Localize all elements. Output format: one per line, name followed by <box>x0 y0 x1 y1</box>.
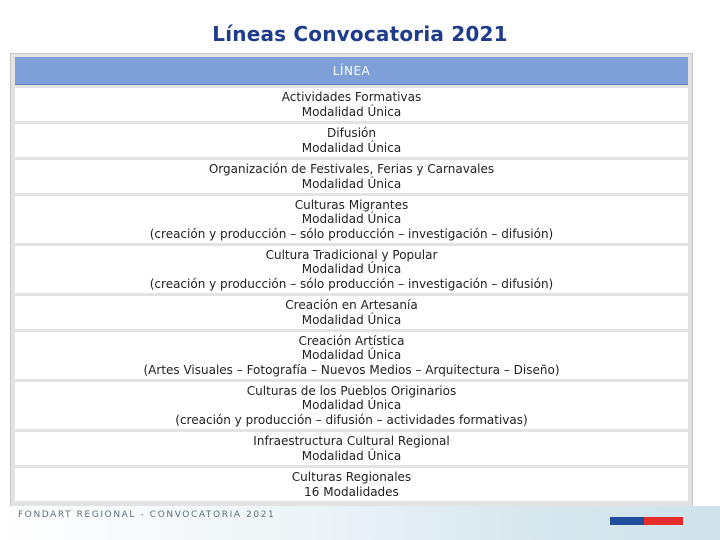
row-line-detail: (creación y producción – sólo producción – investigación – difusión) <box>149 276 554 291</box>
row-line-modality: Modalidad Única <box>301 176 402 191</box>
row-line-modality: Modalidad Única <box>301 398 402 413</box>
row-line-modality: 16 Modalidades <box>304 484 399 499</box>
row-line-modality: Modalidad Única <box>301 140 402 155</box>
table-row <box>15 432 688 465</box>
row-line-name: Culturas Regionales <box>291 470 412 484</box>
row-line-modality: Modalidad Única <box>301 448 402 463</box>
table-row <box>15 124 688 157</box>
row-line-detail: (creación y producción – difusión – actividades formativas) <box>175 412 528 427</box>
row-line-modality: Modalidad Única <box>301 348 402 363</box>
row-line-name: Culturas Migrantes <box>294 197 409 212</box>
table-row <box>15 160 688 193</box>
table-row <box>15 332 688 379</box>
row-line-modality: Modalidad Única <box>301 104 402 119</box>
table-row <box>15 246 688 293</box>
flag-red-stripe <box>644 517 683 525</box>
row-line-name: Creación en Artesanía <box>285 298 418 312</box>
table-row <box>15 382 688 429</box>
lines-table <box>10 53 693 507</box>
row-line-detail: (Artes Visuales – Fotografía – Nuevos Medios – Arquitectura – Diseño) <box>143 362 560 377</box>
table-row <box>15 296 688 329</box>
footer-label: FONDART REGIONAL - CONVOCATORIA 2021 <box>18 510 276 520</box>
row-line-name: Infraestructura Cultural Regional <box>253 434 450 448</box>
row-line-modality: Modalidad Única <box>301 212 402 227</box>
row-line-name: Actividades Formativas <box>281 90 422 104</box>
row-line-name: Culturas de los Pueblos Originarios <box>246 383 457 398</box>
row-line-name: Creación Artística <box>298 333 405 348</box>
row-line-name: Organización de Festivales, Ferias y Carnavales <box>208 162 495 176</box>
row-line-name: Cultura Tradicional y Popular <box>265 247 438 262</box>
row-line-detail: (creación y producción – sólo producción – investigación – difusión) <box>149 226 554 241</box>
flag-blue-stripe <box>610 517 644 525</box>
row-line-name: Difusión <box>327 126 376 140</box>
row-line-modality: Modalidad Única <box>301 312 402 327</box>
table-row <box>15 196 688 243</box>
page-title: Líneas Convocatoria 2021 <box>212 22 508 46</box>
table-row <box>15 468 688 501</box>
table-row <box>15 88 688 121</box>
row-line-modality: Modalidad Única <box>301 262 402 277</box>
table-header-linea: LÍNEA <box>15 57 688 85</box>
